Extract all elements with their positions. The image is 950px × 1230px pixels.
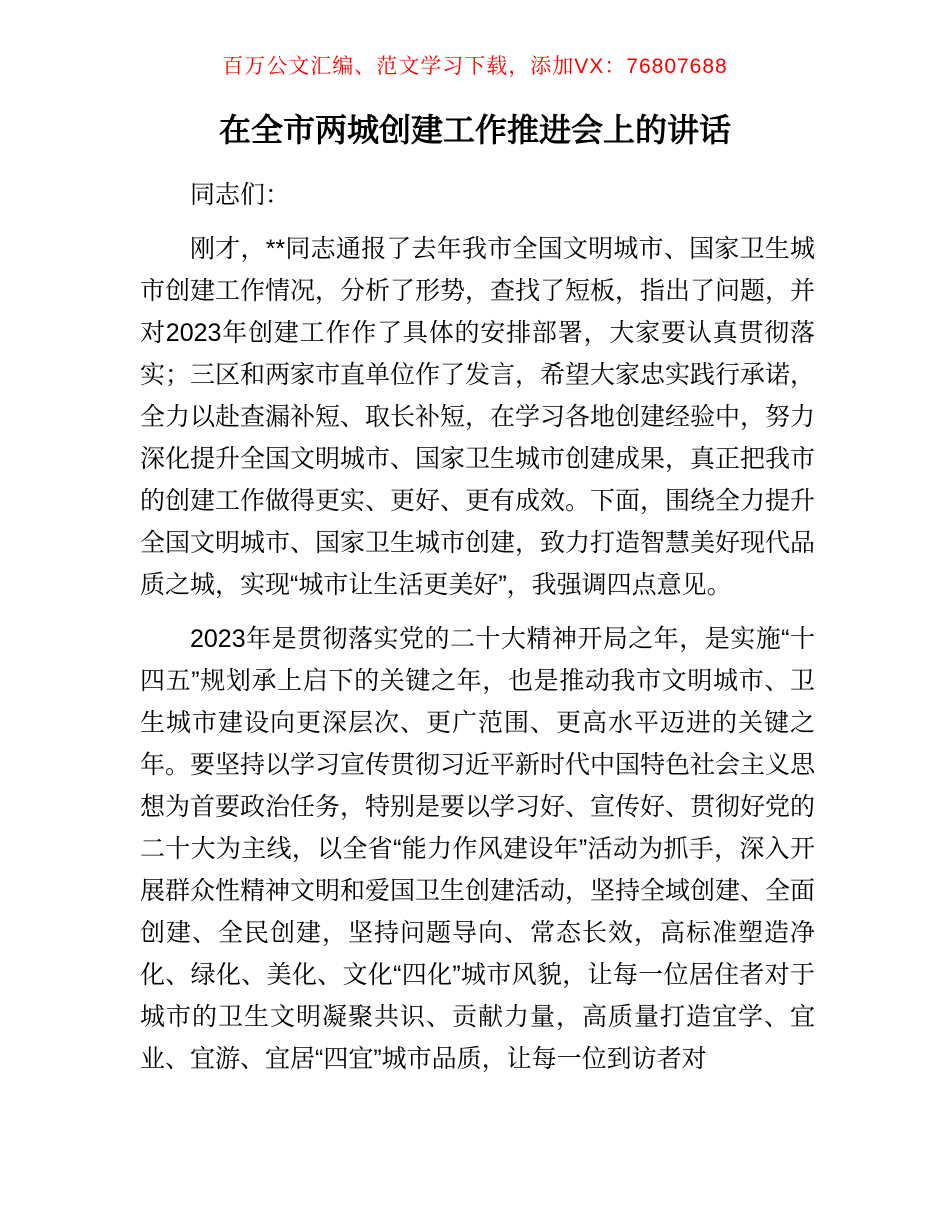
document-body	[0, 174, 950, 1080]
paragraph-1: 同志们：	[190, 181, 291, 209]
paragraph-2: 刚才，**同志通报了去年我市全国文明城市、国家卫生城市创建工作情况，分析了形势，查找了短板，指出了问题，并对2023年创建工作作了具体的安排部署，大家要认真贯彻落实；三区和两家市直单位作了发言，希望大家忠实践行承诺，全力以赴查漏补短、取长补短，在学习各地创建经验中，努力深化提升全国文明城市、国家卫生城市创建成果，真正把我市的创建工作做得更实、更好、更有成效。下面，围绕全力提升全国文明城市、国家卫生城市创建，致力打造智慧美好现代品质之城，实现“城市让生活更美好”，我强调四点意见。	[140, 235, 816, 599]
document-title: 在全市两城创建工作推进会上的讲话	[218, 112, 731, 148]
paragraph-3: 2023年是贯彻落实党的二十大精神开局之年，是实施“十四五”规划承上启下的关键之年，也是推动我市文明城市、卫生城市建设向更深层次、更广范围、更高水平迈进的关键之年。要坚持以学习宣传贯彻习近平新时代中国特色社会主义思想为首要政治任务，特别是要以学习好、宣传好、贯彻好党的二十大为主线，以全省“能力作风建设年”活动为抓手，深入开展群众性精神文明和爱国卫生创建活动，坚持全域创建、全面创建、全民创建，坚持问题导向、常态长效，高标准塑造净化、绿化、美化、文化“四化”城市风貌，让每一位居住者对于城市的卫生文明凝聚共识、贡献力量，高质量打造宜学、宜业、宜游、宜居“四宜”城市品质，让每一位到访者对	[140, 625, 816, 1073]
promo-header-notice: 百万公文汇编、范文学习下载，添加VX：76807688	[222, 55, 728, 78]
